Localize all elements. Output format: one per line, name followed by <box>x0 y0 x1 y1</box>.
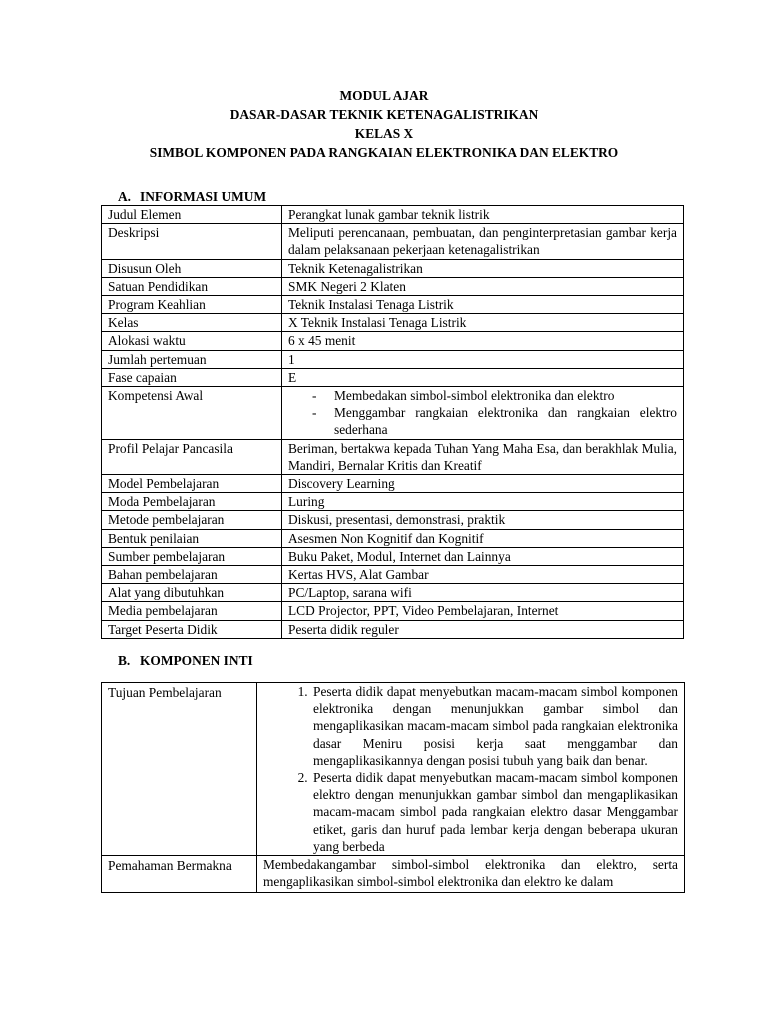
info-value: Luring <box>282 493 684 511</box>
info-key: Target Peserta Didik <box>102 620 282 638</box>
info-key: Bentuk penilaian <box>102 529 282 547</box>
info-key: Kelas <box>102 314 282 332</box>
info-key: Satuan Pendidikan <box>102 277 282 295</box>
info-value: PC/Laptop, sarana wifi <box>282 584 684 602</box>
table-row <box>102 856 685 893</box>
table-row <box>102 259 684 277</box>
section-a-title: INFORMASI UMUM <box>140 189 267 204</box>
table-row <box>102 206 684 224</box>
section-a-letter: A. <box>118 189 132 204</box>
info-value: Beriman, bertakwa kepada Tuhan Yang Maha Esa, dan berakhlak Mulia, Mandiri, Bernalar Kritis dan Kreatif <box>282 439 684 474</box>
list-item: 1. Peserta didik dapat menyebutkan macam-macam simbol komponen elektronika dengan menunjukkan gambar simbol dan mengaplikasikan macam-macam simbol pada rangkaian elektronika dasar Meniru posisi kerja saat menggambar dan mengaplikasikannya dengan posisi tubuh yang baik dan benar. <box>311 683 678 769</box>
table-row <box>102 387 684 440</box>
section-a-heading <box>118 188 266 205</box>
table-row <box>102 620 684 638</box>
table-row <box>102 547 684 565</box>
info-value: LCD Projector, PPT, Video Pembelajaran, Internet <box>282 602 684 620</box>
info-value: SMK Negeri 2 Klaten <box>282 277 684 295</box>
info-key: Metode pembelajaran <box>102 511 282 529</box>
list-item: - Menggambar rangkaian elektronika dan rangkaian elektro sederhana <box>310 404 677 438</box>
pemahaman-value-text: Membedakangambar simbol-simbol elektronika dan elektro, serta mengaplikasikan simbol-simbol elektronika dan elektro ke dalam <box>263 857 678 890</box>
info-key: Moda Pembelajaran <box>102 493 282 511</box>
info-key: Media pembelajaran <box>102 602 282 620</box>
info-value: Kertas HVS, Alat Gambar <box>282 566 684 584</box>
section-b-heading <box>118 652 253 669</box>
info-value: Teknik Ketenagalistrikan <box>282 259 684 277</box>
table-row <box>102 439 684 474</box>
info-key: Jumlah pertemuan <box>102 350 282 368</box>
info-key: Disusun Oleh <box>102 259 282 277</box>
info-value: X Teknik Instalasi Tenaga Listrik <box>282 314 684 332</box>
table-row <box>102 584 684 602</box>
table-row <box>102 475 684 493</box>
pemahaman-label-text: Pemahaman Bermakna <box>108 858 232 874</box>
info-key: Bahan pembelajaran <box>102 566 282 584</box>
table-row <box>102 602 684 620</box>
table-row <box>102 683 685 856</box>
core-components-table <box>101 682 685 893</box>
table-row <box>102 350 684 368</box>
info-value: Peserta didik reguler <box>282 620 684 638</box>
competency-list <box>288 387 677 439</box>
info-value: Asesmen Non Kognitif dan Kognitif <box>282 529 684 547</box>
tujuan-value <box>257 683 685 856</box>
table-row <box>102 332 684 350</box>
pemahaman-label <box>102 856 257 893</box>
table-row <box>102 224 684 259</box>
info-value: Diskusi, presentasi, demonstrasi, praktik <box>282 511 684 529</box>
subject-title: DASAR-DASAR TEKNIK KETENAGALISTRIKAN <box>229 107 539 122</box>
info-value: Discovery Learning <box>282 475 684 493</box>
section-b-letter: B. <box>118 653 131 668</box>
info-key: Alat yang dibutuhkan <box>102 584 282 602</box>
table-row <box>102 368 684 386</box>
tujuan-list <box>263 683 678 855</box>
topic-title: SIMBOL KOMPONEN PADA RANGKAIAN ELEKTRONIKA DAN ELEKTRO <box>149 145 619 160</box>
table-row <box>102 493 684 511</box>
info-value <box>282 387 684 440</box>
general-info-table <box>101 205 684 639</box>
list-item: - Membedakan simbol-simbol elektronika dan elektro <box>310 387 677 404</box>
pemahaman-value <box>257 856 685 893</box>
info-value: Perangkat lunak gambar teknik listrik <box>282 206 684 224</box>
info-key: Fase capaian <box>102 368 282 386</box>
table-row <box>102 296 684 314</box>
info-key: Kompetensi Awal <box>102 387 282 440</box>
info-key: Program Keahlian <box>102 296 282 314</box>
section-b-title: KOMPONEN INTI <box>140 653 253 668</box>
info-key: Profil Pelajar Pancasila <box>102 439 282 474</box>
table-row <box>102 566 684 584</box>
document-header <box>0 86 768 162</box>
class-title: KELAS X <box>354 126 414 141</box>
table-row <box>102 277 684 295</box>
info-key: Alokasi waktu <box>102 332 282 350</box>
info-value: E <box>282 368 684 386</box>
module-title: MODUL AJAR <box>339 88 429 103</box>
table-row <box>102 314 684 332</box>
info-value: 1 <box>282 350 684 368</box>
info-key: Sumber pembelajaran <box>102 547 282 565</box>
info-key: Judul Elemen <box>102 206 282 224</box>
info-value: Meliputi perencanaan, pembuatan, dan penginterpretasian gambar kerja dalam pelaksanaan pekerjaan ketenagalistrikan <box>282 224 684 259</box>
list-item: 2. Peserta didik dapat menyebutkan macam-macam simbol komponen elektro dengan menunjukkan gambar simbol dan mengaplikasikan macam-macam simbol pada rangkaian elektro dasar Menggambar etiket, garis dan huruf pada lembar kerja dengan beberapa ukuran yang berbeda <box>311 769 678 855</box>
table-row <box>102 529 684 547</box>
info-key: Model Pembelajaran <box>102 475 282 493</box>
info-value: Teknik Instalasi Tenaga Listrik <box>282 296 684 314</box>
info-value: 6 x 45 menit <box>282 332 684 350</box>
tujuan-label: Tujuan Pembelajaran <box>102 683 257 856</box>
info-key: Deskripsi <box>102 224 282 259</box>
info-value: Buku Paket, Modul, Internet dan Lainnya <box>282 547 684 565</box>
table-row <box>102 511 684 529</box>
